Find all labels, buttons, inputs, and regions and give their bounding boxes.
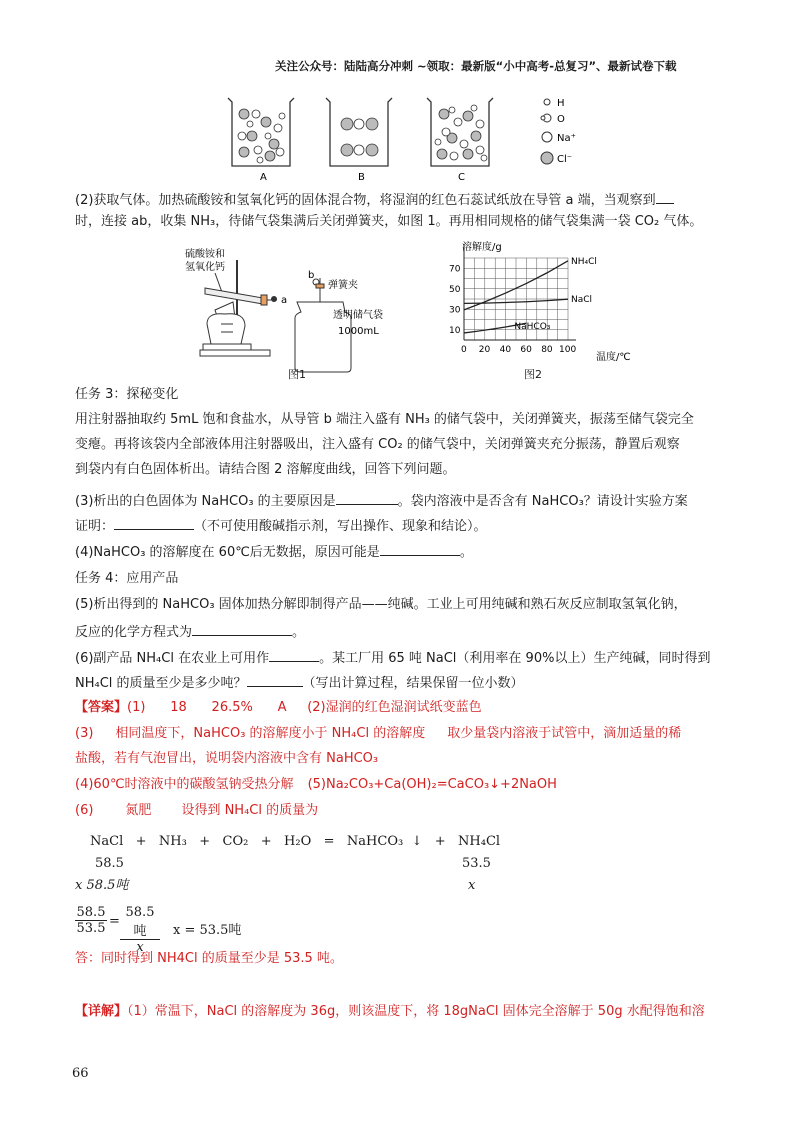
- particle: [463, 111, 473, 121]
- x-tick-label: 100: [559, 345, 577, 355]
- answer-conclusion: 答：同时得到 NH4Cl 的质量至少是 53.5 吨。: [75, 951, 343, 966]
- x-tick-label: 40: [499, 345, 512, 355]
- legend-na-symbol: [542, 132, 552, 142]
- answer-line2: (3) 相同温度下，NaHCO₃ 的溶解度小于 NH₄Cl 的溶解度 取少量袋内溶液于试管中，滴加适量的稀: [75, 726, 682, 741]
- fig1-label-reagent-1: 硫酸铵和: [185, 249, 225, 260]
- chemical-equation: NaCl + NH₃ + CO₂ + H₂O = NaHCO₃ ↓ + NH₄Cl: [90, 834, 501, 849]
- series-label: NaHCO₃: [514, 322, 551, 333]
- q4-line: (4)NaHCO₃ 的溶解度在 60℃后无数据，原因可能是 。: [75, 541, 473, 562]
- particle: [341, 144, 353, 156]
- particle: [247, 121, 253, 127]
- q2-line2: 时，连接 ab，收集 NH₃，待储气袋集满后关闭弹簧夹，如图 1。再用相同规格的储气袋集满一袋 CO₂ 气体。: [75, 214, 703, 229]
- q6-line1: (6)副产品 NH₄Cl 在农业上可用作 。某工厂用 65 吨 NaCl（利用率在 90%以上）生产纯碱，同时得到: [75, 647, 710, 668]
- particle: [247, 131, 257, 141]
- q5-line2: 反应的化学方程式为 。: [75, 621, 305, 642]
- q2-blank: [656, 189, 674, 204]
- beaker-label-c: C: [458, 172, 465, 182]
- particle: [454, 118, 462, 126]
- particle: [476, 120, 484, 128]
- chart-xlabel: 温度/℃: [596, 352, 631, 363]
- q5-line1: (5)析出得到的 NaHCO₃ 固体加热分解即制得产品——纯碱。工业上可用纯碱和熟石灰反应制取氢氧化钠，: [75, 597, 687, 612]
- q5-blank: [192, 621, 292, 636]
- q3-blank-2: [114, 515, 194, 530]
- particle: [254, 146, 262, 154]
- q6-blank-1: [269, 647, 319, 662]
- mass-nh4cl-unknown: x: [468, 878, 476, 893]
- fraction-2: 58.5吨 x: [120, 905, 160, 955]
- particle: [366, 144, 378, 156]
- particle: [261, 117, 271, 127]
- particle: [252, 110, 260, 118]
- particle: [341, 118, 353, 130]
- answer-label: 【答案】: [75, 700, 128, 715]
- fig1-label-reagent-2: 氢氧化钙: [185, 262, 225, 273]
- particle: [239, 147, 249, 157]
- task3-p2: 变瘪。再将该袋内全部液体用注射器吸出，注入盛有 CO₂ 的储气袋中，关闭弹簧夹充分振荡，静置后观察: [75, 437, 680, 452]
- particle: [481, 155, 487, 161]
- particle: [354, 119, 364, 129]
- chart-ylabel: 溶解度/g: [462, 242, 502, 253]
- answer-line3: 盐酸，若有气泡冒出，说明袋内溶液中含有 NaHCO₃: [75, 751, 379, 766]
- y-tick-label: 30: [449, 305, 461, 316]
- particle: [449, 107, 455, 113]
- task3-p3: 到袋内有白色固体析出。请结合图 2 溶解度曲线，回答下列问题。: [75, 462, 456, 477]
- task4-title: 任务 4：应用产品: [75, 571, 179, 586]
- mass-nacl-given: x 58.5吨: [75, 878, 129, 893]
- q6-line2: NH₄Cl 的质量至少是多少吨？ （写出计算过程，结果保留一位小数）: [75, 672, 524, 693]
- figure-1-apparatus: [175, 240, 435, 380]
- particle: [460, 140, 468, 148]
- x-tick-label: 20: [478, 345, 491, 355]
- q4-blank: [380, 541, 460, 556]
- fig1-caption: 图1: [288, 368, 306, 381]
- legend-cl: Cl⁻: [557, 154, 573, 165]
- series-label: NH₄Cl: [571, 256, 597, 267]
- fig2-caption: 图2: [524, 368, 542, 381]
- beakers-figure: [222, 92, 582, 182]
- beaker-label-b: B: [358, 172, 365, 182]
- particle: [238, 132, 246, 140]
- detail-line1: 【详解】（1）常温下，NaCl 的溶解度为 36g，则该温度下，将 18gNaCl 固体完全溶解于 50g 水配得饱和溶: [75, 1004, 705, 1019]
- particle: [435, 139, 441, 145]
- particle: [476, 146, 484, 154]
- q3-line2: 证明： （不可使用酸碱指示剂，写出操作、现象和结论）。: [75, 515, 487, 536]
- answer-line4: (4)60℃时溶液中的碳酸氢钠受热分解 (5)Na₂CO₃+Ca(OH)₂=CaCO₃↓+2NaOH: [75, 777, 557, 792]
- particle: [279, 113, 285, 119]
- molar-mass-nacl: 58.5: [95, 856, 124, 871]
- fig1-label-a: a: [281, 295, 288, 306]
- fig1-label-b: b: [308, 270, 315, 281]
- legend-h-symbol: [544, 99, 550, 105]
- solubility-chart: [440, 240, 640, 365]
- particle: [471, 105, 477, 111]
- equals-sign: =: [109, 914, 120, 929]
- q3-blank-1: [336, 490, 398, 505]
- beaker-label-a: A: [260, 172, 267, 182]
- series-label: NaCl: [571, 295, 593, 306]
- beaker-b: [326, 98, 392, 166]
- fraction-1: 58.5 53.5: [76, 905, 106, 936]
- beaker-a: [228, 98, 294, 166]
- task3-p1: 用注射器抽取约 5mL 饱和食盐水，从导管 b 端注入盛有 NH₃ 的储气袋中，关闭弹簧夹，振荡至储气袋完全: [75, 412, 694, 427]
- particle: [354, 145, 364, 155]
- particle: [265, 133, 271, 139]
- x-tick-label: 60: [520, 345, 532, 355]
- equation-result: x = 53.5吨: [173, 923, 242, 938]
- particle: [450, 152, 458, 160]
- molar-mass-nh4cl: 53.5: [462, 856, 491, 871]
- detail-label: 【详解】: [75, 1004, 128, 1019]
- particle: [274, 124, 282, 132]
- task3-title: 任务 3：探秘变化: [75, 387, 179, 402]
- particle: [463, 149, 473, 159]
- particle: [265, 151, 275, 161]
- x-tick-label: 0: [461, 345, 467, 355]
- particle: [439, 109, 449, 119]
- particle: [269, 139, 279, 149]
- particle: [276, 148, 284, 156]
- y-tick-label: 50: [449, 284, 461, 295]
- answer-line1: 【答案】(1) 18 26.5% A (2)湿润的红色湿润试纸变蓝色: [75, 700, 482, 715]
- legend-cl-symbol: [541, 152, 553, 164]
- legend-o: O: [557, 114, 565, 125]
- particle: [257, 157, 263, 163]
- fig1-label-clip: 弹簧夹: [328, 280, 358, 291]
- answer-line5: (6) 氮肥 设得到 NH₄Cl 的质量为: [75, 803, 319, 818]
- q2-line1: (2)获取气体。加热硫酸铵和氢氧化钙的固体混合物，将湿润的红色石蕊试纸放在导管 a 端，当观察到: [75, 189, 674, 210]
- x-tick-label: 80: [541, 345, 553, 355]
- y-tick-label: 70: [449, 264, 461, 275]
- page-number: 66: [72, 1066, 89, 1081]
- page-header: 关注公众号：陆陆高分冲刺 ~领取：最新版“小中高考-总复习”、最新试卷下载: [275, 59, 677, 73]
- legend-na: Na⁺: [557, 133, 576, 144]
- q6-blank-2: [247, 672, 303, 687]
- y-tick-label: 10: [449, 325, 461, 336]
- fig1-label-bag-2: 1000mL: [338, 326, 379, 337]
- particle: [366, 118, 378, 130]
- particle: [239, 109, 249, 119]
- particle: [442, 128, 450, 136]
- legend-h: H: [557, 98, 565, 109]
- q3-line1: (3)析出的白色固体为 NaHCO₃ 的主要原因是 。袋内溶液中是否含有 NaHCO₃？请设计实验方案: [75, 490, 688, 511]
- fig1-label-bag-1: 透明储气袋: [333, 310, 383, 321]
- particle: [437, 149, 447, 159]
- particle: [471, 131, 481, 141]
